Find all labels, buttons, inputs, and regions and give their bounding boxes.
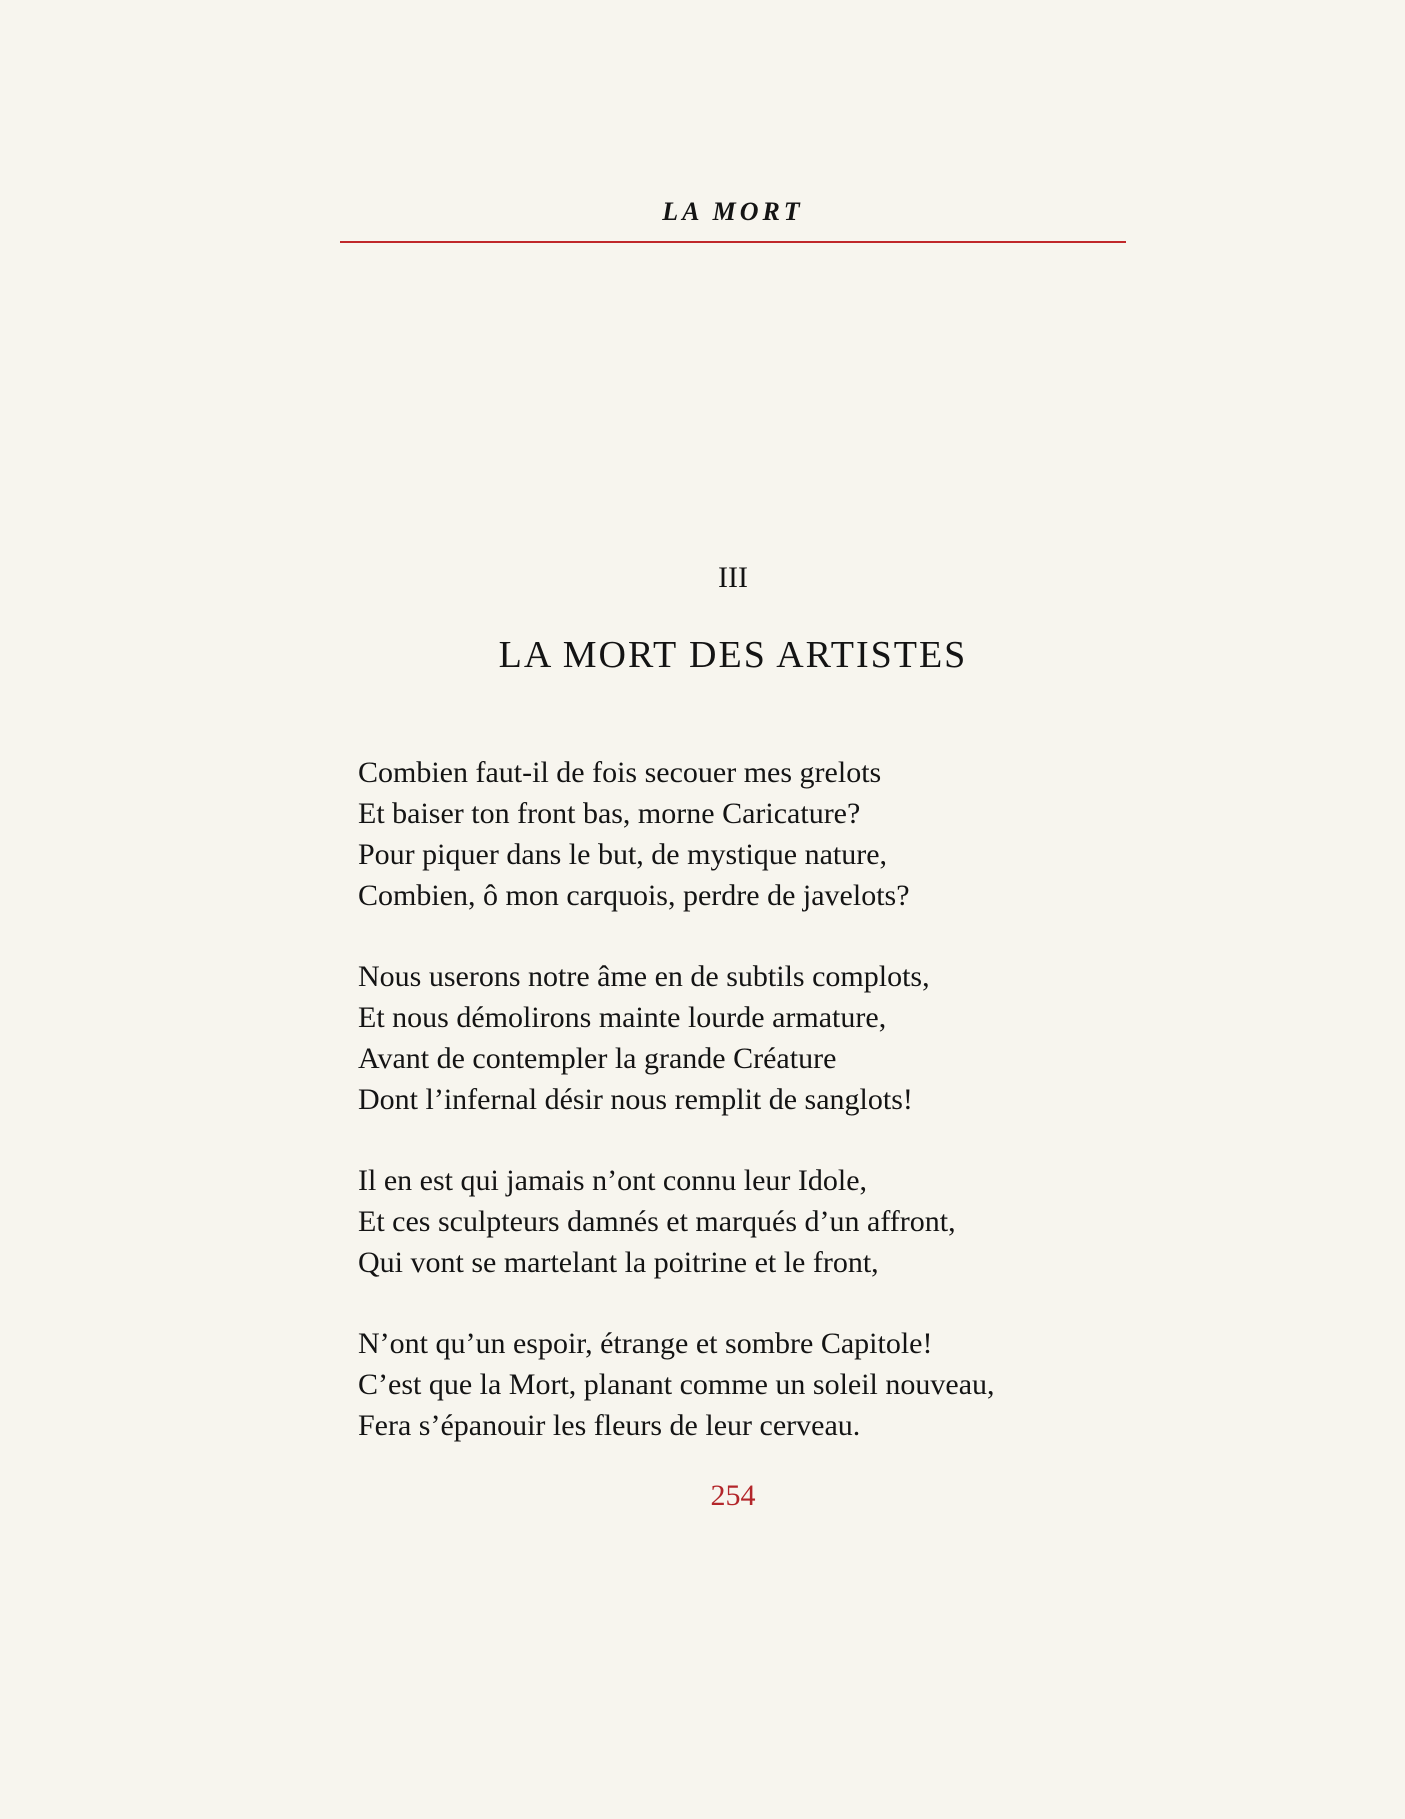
- verse-line: Il en est qui jamais n’ont connu leur Idole,: [358, 1164, 868, 1197]
- part-number: III: [718, 561, 748, 594]
- verse-line: C’est que la Mort, planant comme un soleil nouveau,: [358, 1368, 995, 1401]
- stanza-2: [358, 956, 1138, 1120]
- header-rule: [340, 241, 1126, 243]
- page-number: 254: [710, 1479, 756, 1512]
- stanza-4: [358, 1323, 1138, 1446]
- verse-line: Combien faut-il de fois secouer mes grelots: [358, 756, 882, 789]
- verse-line: Nous userons notre âme en de subtils complots,: [358, 960, 930, 993]
- verse-line: N’ont qu’un espoir, étrange et sombre Capitole!: [358, 1327, 933, 1360]
- poem-title: LA MORT DES ARTISTES: [498, 634, 968, 676]
- stanza-3: [358, 1160, 1138, 1283]
- verse-line: Qui vont se martelant la poitrine et le front,: [358, 1246, 879, 1279]
- verse-line: Dont l’infernal désir nous remplit de sanglots!: [358, 1083, 913, 1116]
- stanza-1: [358, 752, 1138, 916]
- verse-line: Et nous démolirons mainte lourde armature,: [358, 1001, 887, 1034]
- verse-line: Avant de contempler la grande Créature: [358, 1042, 837, 1075]
- poem-body: [358, 752, 1138, 1486]
- verse-line: Et ces sculpteurs damnés et marqués d’un affront,: [358, 1205, 956, 1238]
- verse-line: Fera s’épanouir les fleurs de leur cerveau.: [358, 1409, 861, 1442]
- running-head: LA MORT: [662, 197, 804, 226]
- verse-line: Combien, ô mon carquois, perdre de javelots?: [358, 879, 910, 912]
- verse-line: Et baiser ton front bas, morne Caricature?: [358, 797, 861, 830]
- verse-line: Pour piquer dans le but, de mystique nature,: [358, 838, 888, 871]
